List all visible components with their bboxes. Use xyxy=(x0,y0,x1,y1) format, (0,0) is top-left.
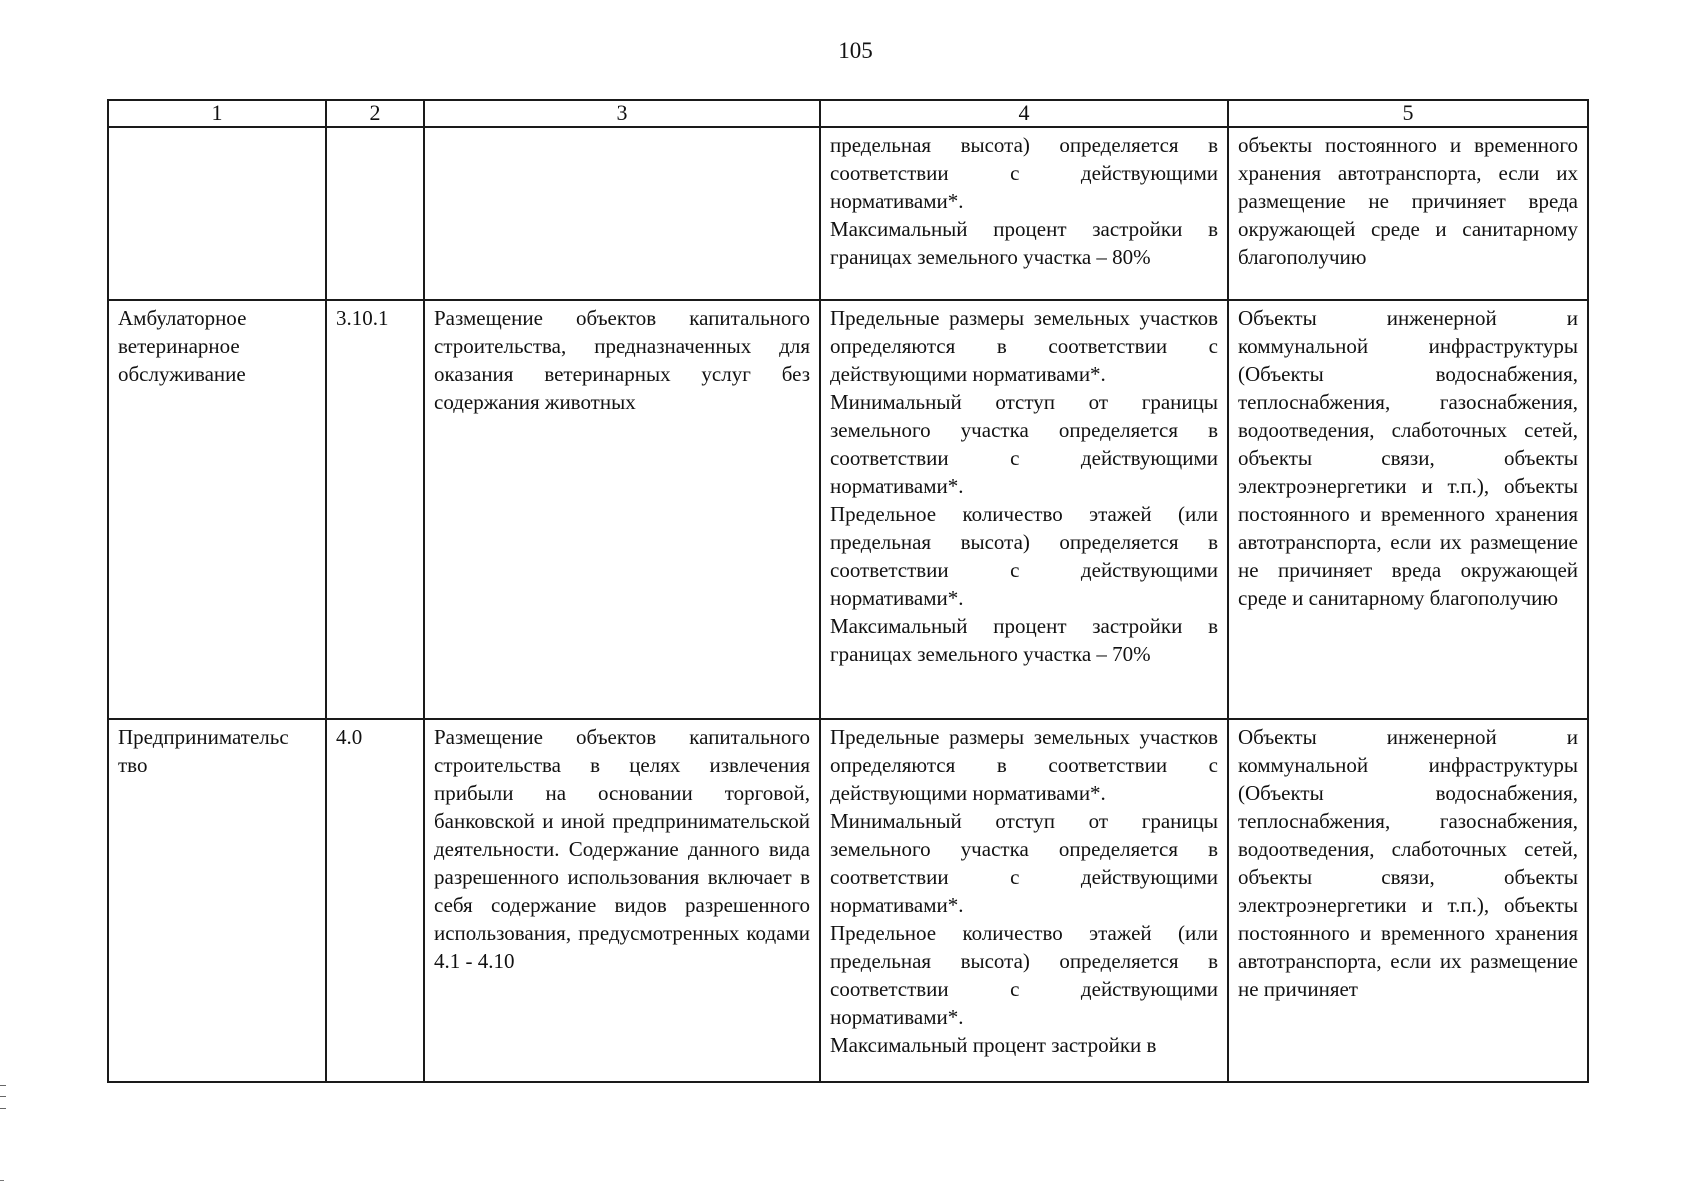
use-code-cell xyxy=(326,719,424,1082)
column-header-2: 2 xyxy=(326,100,424,127)
use-code-cell xyxy=(326,300,424,719)
use-description-cell xyxy=(424,127,820,300)
auxiliary-uses-text: Объекты инженерной и коммунальной инфраструктуры (Объекты водоснабжения, теплоснабжения, газоснабжения, водоотведения, слаботочных сетей, объекты связи, объекты электроэнергетики и т.п.), объекты постоянного и временного хранения автотранспорта, если их размещение не причиняет xyxy=(1238,725,1578,1001)
auxiliary-uses-cell xyxy=(1228,719,1588,1082)
parameters-cell xyxy=(820,127,1228,300)
parameter-paragraph: Минимальный отступ от границы земельного участка определяется в соответствии с действующими нормативами*. xyxy=(830,809,1218,917)
use-description-cell xyxy=(424,719,820,1082)
table-row xyxy=(108,127,1588,300)
auxiliary-uses-cell xyxy=(1228,127,1588,300)
scan-edge-dot xyxy=(0,1180,4,1181)
use-type-name: Амбулаторное ветеринарное обслуживание xyxy=(118,306,247,386)
table-row xyxy=(108,300,1588,719)
table-row xyxy=(108,719,1588,1082)
use-type-cell xyxy=(108,127,326,300)
land-use-table xyxy=(107,99,1589,1083)
parameter-paragraph: Предельные размеры земельных участков определяются в соответствии с действующими нормативами*. xyxy=(830,306,1218,386)
page-number: 105 xyxy=(838,38,873,63)
parameter-paragraph: предельная высота) определяется в соответствии с действующими нормативами*. xyxy=(830,133,1218,213)
auxiliary-uses-cell xyxy=(1228,300,1588,719)
use-description-cell xyxy=(424,300,820,719)
parameter-paragraph: Максимальный процент застройки в границах земельного участка – 70% xyxy=(830,614,1218,666)
use-code: 3.10.1 xyxy=(336,306,389,330)
use-code: 4.0 xyxy=(336,725,363,749)
parameter-paragraph: Предельные размеры земельных участков определяются в соответствии с действующими нормативами*. xyxy=(830,725,1218,805)
parameter-paragraph: Максимальный процент застройки в xyxy=(830,1033,1157,1057)
column-header-4: 4 xyxy=(820,100,1228,127)
auxiliary-uses-text: объекты постоянного и временного хранения автотранспорта, если их размещение не причиняет вреда окружающей среде и санитарному благополучию xyxy=(1238,133,1578,269)
use-type-cell xyxy=(108,300,326,719)
column-header-5: 5 xyxy=(1228,100,1588,127)
parameter-paragraph: Максимальный процент застройки в границах земельного участка – 80% xyxy=(830,217,1218,269)
parameter-paragraph: Предельное количество этажей (или предельная высота) определяется в соответствии с действующими нормативами*. xyxy=(830,502,1218,610)
use-code-cell xyxy=(326,127,424,300)
parameters-cell xyxy=(820,719,1228,1082)
column-header-1: 1 xyxy=(108,100,326,127)
scan-edge-mark xyxy=(0,1085,6,1109)
use-description: Размещение объектов капитального строительства, предназначенных для оказания ветеринарных услуг без содержания животных xyxy=(434,306,810,414)
auxiliary-uses-text: Объекты инженерной и коммунальной инфраструктуры (Объекты водоснабжения, теплоснабжения, газоснабжения, водоотведения, слаботочных сетей, объекты связи, объекты электроэнергетики и т.п.), объекты постоянного и временного хранения автотранспорта, если их размещение не причиняет вреда окружающей среде и санитарному благополучию xyxy=(1238,306,1578,610)
use-type-cell xyxy=(108,719,326,1082)
parameters-cell xyxy=(820,300,1228,719)
use-description: Размещение объектов капитального строительства в целях извлечения прибыли на основании торговой, банковской и иной предпринимательской деятельности. Содержание данного вида разрешенного использования включает в себя содержание видов разрешенного использования, предусмотренных кодами 4.1 - 4.10 xyxy=(434,725,810,973)
column-header-3: 3 xyxy=(424,100,820,127)
parameter-paragraph: Предельное количество этажей (или предельная высота) определяется в соответствии с действующими нормативами*. xyxy=(830,921,1218,1029)
use-type-name: Предпринимательс тво xyxy=(118,725,289,777)
parameter-paragraph: Минимальный отступ от границы земельного участка определяется в соответствии с действующими нормативами*. xyxy=(830,390,1218,498)
table-header-row xyxy=(108,100,1588,127)
